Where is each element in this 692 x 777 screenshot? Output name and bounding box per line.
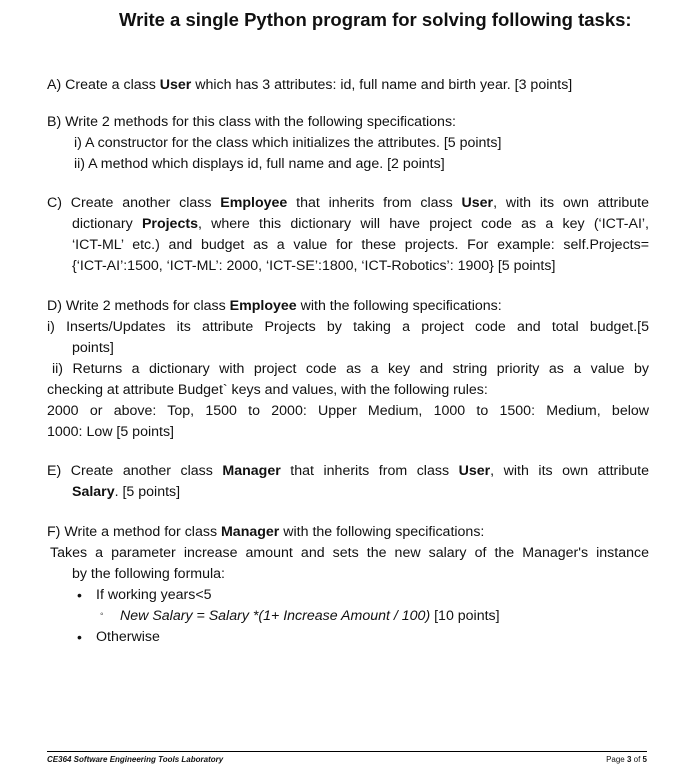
footer-page-number: Page 3 of 5 [606, 755, 647, 764]
task-a-line: A) Create a class User which has 3 attributes: id, full name and birth year. [3 points] [47, 77, 573, 93]
footer-divider [47, 751, 647, 752]
task-e-line: E) Create another class Manager that inherits from class User, with its own attribute [47, 463, 649, 479]
task-f-line: by the following formula: [72, 566, 225, 582]
task-d-line: D) Write 2 methods for class Employee with the following specifications: [47, 298, 502, 314]
bullet-icon: • [77, 587, 82, 603]
bullet-icon: • [77, 629, 82, 645]
task-b-line: B) Write 2 methods for this class with the following specifications: [47, 114, 456, 130]
task-f-line: F) Write a method for class Manager with the following specifications: [47, 524, 485, 540]
task-d-item-i-cont: points] [72, 340, 114, 356]
task-d-rules: 1000: Low [5 points] [47, 424, 174, 440]
task-c-line: C) Create another class Employee that inherits from class User, with its own attribute [47, 195, 650, 211]
task-f-line: Takes a parameter increase amount and sets the new salary of the Manager's instance [50, 545, 649, 561]
task-c-line: {‘ICT-AI’:1500, ‘ICT-ML’: 2000, ‘ICT-SE’:1800, ‘ICT-Robotics’: 1900} [5 points] [72, 258, 556, 274]
task-b-item-ii: ii) A method which displays id, full name and age. [2 points] [74, 156, 445, 172]
task-d-line: checking at attribute Budget` keys and values, with the following rules: [47, 382, 488, 398]
circle-bullet-icon: ◦ [100, 609, 104, 620]
task-f-bullet: Otherwise [96, 629, 160, 645]
footer-course: CE364 Software Engineering Tools Laboratory [47, 755, 224, 764]
task-c-line: ‘ICT-ML’ etc.) and budget as a value for these projects. For example: self.Projects= [72, 237, 649, 253]
task-d-item-i: i) Inserts/Updates its attribute Projects by taking a project code and total budget.[5 [47, 319, 649, 335]
task-e-line: Salary. [5 points] [72, 484, 181, 500]
task-b-item-i: i) A constructor for the class which initializes the attributes. [5 points] [74, 135, 502, 151]
task-d-item-ii: ii) Returns a dictionary with project code as a key and string priority as a value by [52, 361, 649, 377]
task-f-formula: New Salary = Salary *(1+ Increase Amount / 100) [10 points] [120, 608, 500, 624]
page-title: Write a single Python program for solving following tasks: [119, 9, 632, 30]
task-f-bullet: If working years<5 [96, 587, 212, 603]
task-c-line: dictionary Projects, where this dictionary will have project code as a key (‘ICT-AI’, [72, 216, 649, 232]
task-d-rules: 2000 or above: Top, 1500 to 2000: Upper Medium, 1000 to 1500: Medium, below [47, 403, 649, 419]
